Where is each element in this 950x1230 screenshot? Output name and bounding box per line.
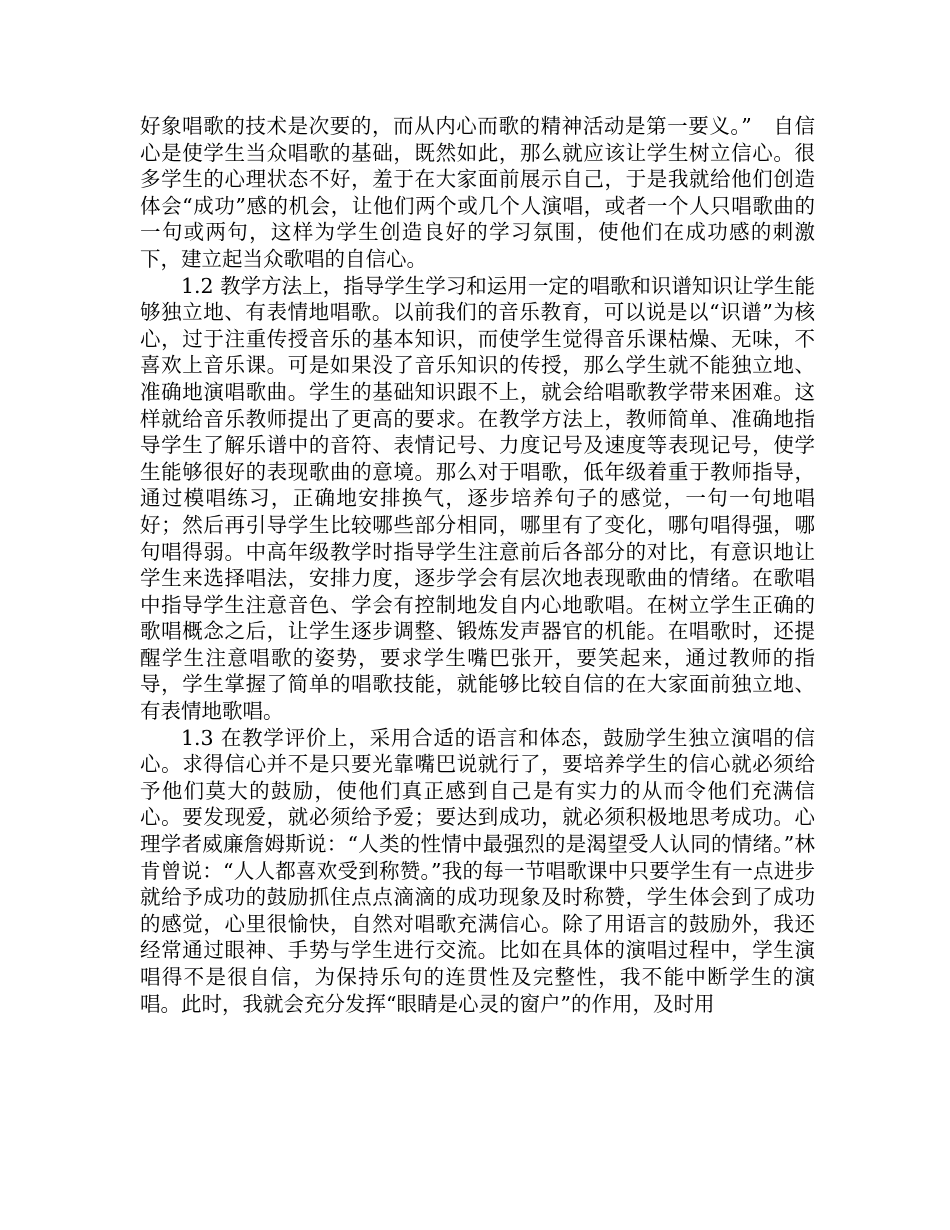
paragraph-section-1-3: 1.3 在教学评价上，采用合适的语言和体态，鼓励学生独立演唱的信心。求得信心并不是只要光靠嘴巴说就行了，要培养学生的信心就必须给予他们莫大的鼓励，使他们真正感到自己是有实力的从而令他们充满信心。要发现爱，就必须给予爱；要达到成功，就必须积极地思考成功。心理学者威廉詹姆斯说：“人类的性情中最强烈的是渴望受人认同的情绪。”林肯曾说：“人人都喜欢受到称赞。”我的每一节唱歌课中只要学生有一点进步就给予成功的鼓励抓住点点滴滴的成功现象及时称赞，学生体会到了成功的感觉，心里很愉快，自然对唱歌充满信心。除了用语言的鼓励外，我还经常通过眼神、手势与学生进行交流。比如在具体的演唱过程中，学生演唱得不是很自信，为保持乐句的连贯性及完整性，我不能中断学生的演唱。此时，我就会充分发挥“眼睛是心灵的窗户”的作用，及时用 [140, 725, 815, 1016]
paragraph-continuation: 好象唱歌的技术是次要的，而从内心而歌的精神活动是第一要义。” 自信心是使学生当众唱歌的基础，既然如此，那么就应该让学生树立信心。很多学生的心理状态不好，羞于在大家面前展示自己，于是我就给他们创造体会“成功”感的机会，让他们两个或几个人演唱，或者一个人只唱歌曲的一句或两句，这样为学生创造良好的学习氛围，使他们在成功感的刺激下，建立起当众歌唱的自信心。 [140, 114, 815, 271]
document-body [140, 113, 815, 1017]
paragraph-section-1-2: 1.2 教学方法上，指导学生学习和运用一定的唱歌和识谱知识让学生能够独立地、有表情地唱歌。以前我们的音乐教育，可以说是以“识谱”为核心，过于注重传授音乐的基本知识，而使学生觉得音乐课枯燥、无味，不喜欢上音乐课。可是如果没了音乐知识的传授，那么学生就不能独立地、准确地演唱歌曲。学生的基础知识跟不上，就会给唱歌教学带来困难。这样就给音乐教师提出了更高的要求。在教学方法上，教师简单、准确地指导学生了解乐谱中的音符、表情记号、力度记号及速度等表现记号，使学生能够很好的表现歌曲的意境。那么对于唱歌，低年级着重于教师指导，通过模唱练习，正确地安排换气，逐步培养句子的感觉，一句一句地唱好；然后再引导学生比较哪些部分相同，哪里有了变化，哪句唱得强，哪句唱得弱。中高年级教学时指导学生注意前后各部分的对比，有意识地让学生来选择唱法，安排力度，逐步学会有层次地表现歌曲的情绪。在歌唱中指导学生注意音色、学会有控制地发自内心地歌唱。在树立学生正确的歌唱概念之后，让学生逐步调整、锻炼发声器官的机能。在唱歌时，还提醒学生注意唱歌的姿势，要求学生嘴巴张开，要笑起来，通过教师的指导，学生掌握了简单的唱歌技能，就能够比较自信的在大家面前独立地、有表情地歌唱。 [140, 273, 815, 724]
